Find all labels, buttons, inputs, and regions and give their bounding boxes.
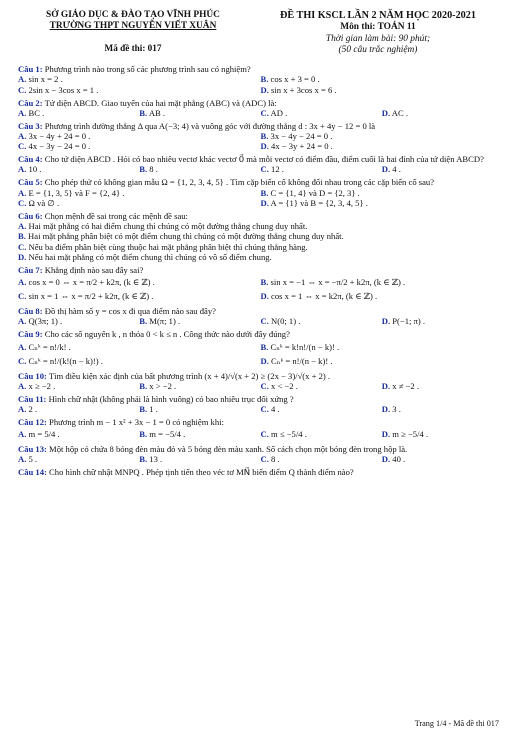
answer-options bbox=[18, 221, 503, 262]
option-letter: C. bbox=[260, 164, 269, 175]
answer-options bbox=[18, 108, 503, 118]
answer-option bbox=[382, 316, 503, 326]
question bbox=[18, 467, 503, 477]
answer-option bbox=[261, 108, 382, 118]
question-stem-line bbox=[18, 154, 503, 164]
option-letter: A. bbox=[18, 220, 27, 231]
question-stem-line bbox=[18, 211, 503, 221]
option-letter: B. bbox=[260, 277, 269, 288]
question bbox=[18, 394, 503, 415]
option-text: BC . bbox=[28, 107, 45, 118]
answer-options bbox=[18, 381, 503, 391]
option-text: 2sin x − 3cos x = 1 . bbox=[28, 84, 99, 95]
option-letter: B. bbox=[139, 164, 148, 175]
option-letter: A. bbox=[18, 130, 27, 141]
answer-option bbox=[261, 74, 504, 84]
option-text: Cₙᵏ = n!/(n − k)! . bbox=[271, 355, 333, 366]
answer-option bbox=[18, 188, 261, 198]
option-letter: B. bbox=[139, 381, 148, 392]
question-number: Câu 12: bbox=[18, 416, 47, 427]
option-text: AB . bbox=[148, 107, 166, 118]
question bbox=[18, 265, 503, 304]
header-left bbox=[18, 10, 248, 56]
answer-option bbox=[18, 252, 503, 262]
question-stem: Chọn mệnh đề sai trong các mệnh đề sau: bbox=[44, 210, 188, 221]
question bbox=[18, 64, 503, 95]
answer-option bbox=[18, 198, 261, 208]
answer-option bbox=[18, 85, 261, 95]
answer-options bbox=[18, 188, 503, 209]
answer-option bbox=[261, 188, 504, 198]
question-stem-line bbox=[18, 121, 503, 131]
option-text: 4 . bbox=[392, 164, 401, 175]
option-letter: C. bbox=[18, 355, 27, 366]
option-text: Nếu ba điểm phân biệt cùng thuộc hai mặt phẳng phân biệt thì chúng thẳng hàng. bbox=[28, 241, 308, 252]
answer-option bbox=[139, 108, 260, 118]
answer-option bbox=[261, 289, 504, 303]
option-text: Cₙᵏ = k!n!/(n − k)! . bbox=[270, 341, 340, 352]
answer-options bbox=[18, 340, 503, 369]
option-letter: D. bbox=[381, 454, 391, 465]
option-letter: D. bbox=[381, 404, 391, 415]
option-text: C = {1, 4} và D = {2, 3} . bbox=[270, 187, 360, 198]
question-stem-line bbox=[18, 64, 503, 74]
option-letter: A. bbox=[18, 74, 27, 85]
option-text: 1 . bbox=[149, 404, 158, 415]
question bbox=[18, 417, 503, 442]
option-text: N(0; 1) . bbox=[271, 316, 301, 327]
question bbox=[18, 306, 503, 327]
question-stem: Tứ diện ABCD. Giao tuyến của hai mặt phẳng (ABC) và (ADC) là: bbox=[44, 97, 277, 108]
question-stem: Hình chữ nhật (không phải là hình vuông) có bao nhiêu trục đối xứng ? bbox=[48, 393, 294, 404]
option-text: A = {1} và B = {2, 3, 4, 5} . bbox=[270, 197, 368, 208]
question bbox=[18, 121, 503, 152]
answer-option bbox=[18, 141, 261, 151]
option-letter: A. bbox=[18, 381, 27, 392]
answer-option bbox=[18, 381, 139, 391]
option-text: Hai mặt phẳng phân biệt có một điểm chung thì chúng có một đường thẳng chung duy nhất. bbox=[28, 231, 344, 242]
option-letter: B. bbox=[260, 74, 269, 85]
option-text: 8 . bbox=[149, 164, 158, 175]
question-list bbox=[18, 64, 503, 477]
question-stem: Tìm điều kiện xác định của bất phương trình (x + 4)/√(x + 2) ≥ (2x − 3)/√(x + 2) . bbox=[48, 370, 331, 381]
option-text: P(−1; π) . bbox=[392, 316, 426, 327]
option-text: Cₙᵏ = n!/(k!(n − k)!) . bbox=[28, 355, 103, 366]
option-letter: A. bbox=[18, 187, 27, 198]
answer-option bbox=[139, 316, 260, 326]
option-letter: A. bbox=[18, 107, 27, 118]
answer-options bbox=[18, 427, 503, 441]
answer-options bbox=[18, 164, 503, 174]
option-letter: D. bbox=[381, 107, 391, 118]
option-letter: D. bbox=[381, 316, 391, 327]
option-text: m = −5/4 . bbox=[149, 429, 186, 440]
option-letter: B. bbox=[18, 231, 26, 242]
question-number: Câu 13: bbox=[18, 444, 47, 455]
question-stem-line bbox=[18, 329, 503, 339]
question-count: (50 câu trắc nghiệm) bbox=[338, 44, 418, 55]
answer-option bbox=[18, 454, 139, 464]
option-letter: B. bbox=[260, 130, 269, 141]
answer-option bbox=[261, 275, 504, 289]
answer-option bbox=[382, 454, 503, 464]
answer-option bbox=[18, 221, 503, 231]
answer-option bbox=[18, 354, 261, 368]
department-name: SỞ GIÁO DỤC & ĐÀO TẠO VĨNH PHÚC bbox=[46, 10, 220, 20]
option-text: Q(3π; 1) . bbox=[28, 316, 63, 327]
option-letter: D. bbox=[260, 355, 269, 366]
option-letter: C. bbox=[260, 316, 269, 327]
option-text: AC . bbox=[391, 107, 409, 118]
question-number: Câu 10: bbox=[18, 370, 47, 381]
option-text: 3x − 4y − 24 = 0 . bbox=[270, 130, 333, 141]
option-text: 8 . bbox=[271, 454, 280, 465]
option-text: sin x = −1 ⇔ x = −π/2 + k2π, (k ∈ ℤ) . bbox=[270, 277, 406, 288]
option-text: 3 . bbox=[392, 404, 401, 415]
option-letter: B. bbox=[139, 107, 148, 118]
option-text: AD . bbox=[270, 107, 288, 118]
question bbox=[18, 444, 503, 465]
question-stem-line bbox=[18, 444, 503, 454]
option-text: cos x = 0 ⇔ x = π/2 + k2π, (k ∈ ℤ) . bbox=[28, 277, 155, 288]
option-letter: C. bbox=[18, 197, 27, 208]
question-number: Câu 5: bbox=[18, 177, 43, 188]
answer-option bbox=[18, 74, 261, 84]
question bbox=[18, 329, 503, 368]
option-text: Cₙᵏ = n!/k! . bbox=[28, 341, 71, 352]
option-letter: C. bbox=[18, 84, 27, 95]
answer-option bbox=[261, 381, 382, 391]
option-text: 5 . bbox=[28, 454, 38, 465]
option-text: cos x + 3 = 0 . bbox=[270, 74, 320, 85]
answer-option bbox=[261, 85, 504, 95]
question-stem: Phương trình m − 1 x² + 3x − 1 = 0 có nghiệm khi: bbox=[49, 416, 224, 427]
option-text: Hai mặt phẳng có hai điểm chung thì chúng có một đường thẳng chung duy nhất. bbox=[28, 220, 308, 231]
option-text: m ≤ −5/4 . bbox=[271, 429, 307, 440]
question-stem: Phương trình nào trong số các phương trình sau có nghiệm? bbox=[44, 64, 251, 75]
option-letter: D. bbox=[260, 291, 269, 302]
question-number: Câu 7: bbox=[18, 264, 43, 275]
question-number: Câu 8: bbox=[18, 306, 43, 317]
option-text: sin x + 3cos x = 6 . bbox=[271, 84, 337, 95]
option-text: 13 . bbox=[149, 454, 163, 465]
option-letter: C. bbox=[260, 454, 269, 465]
answer-option bbox=[261, 164, 382, 174]
option-letter: A. bbox=[18, 429, 27, 440]
answer-option bbox=[382, 404, 503, 414]
question-stem-line bbox=[18, 306, 503, 316]
option-text: m ≥ −5/4 . bbox=[392, 429, 429, 440]
answer-option bbox=[139, 404, 260, 414]
option-letter: A. bbox=[18, 404, 27, 415]
school-name: TRƯỜNG THPT NGUYỄN VIẾT XUÂN bbox=[49, 21, 217, 32]
answer-option bbox=[139, 381, 260, 391]
question-number: Câu 9: bbox=[18, 329, 43, 340]
option-letter: B. bbox=[139, 429, 148, 440]
option-letter: D. bbox=[260, 141, 269, 152]
option-letter: A. bbox=[18, 341, 27, 352]
answer-option bbox=[18, 316, 139, 326]
question-stem-line bbox=[18, 98, 503, 108]
question-stem: Cho tứ diện ABCD . Hỏi có bao nhiêu vectơ khác vectơ 0⃗ mà mỗi vectơ có điểm đầu, điểm cuối là hai đỉnh của tứ diện ABCD? bbox=[44, 154, 484, 165]
answer-option bbox=[261, 354, 504, 368]
question bbox=[18, 177, 503, 208]
option-letter: D. bbox=[381, 164, 391, 175]
option-letter: A. bbox=[18, 316, 27, 327]
question-stem-line bbox=[18, 394, 503, 404]
question-number: Câu 2: bbox=[18, 97, 43, 108]
answer-option bbox=[18, 108, 139, 118]
option-text: M(π; 1) . bbox=[149, 316, 181, 327]
answer-options bbox=[18, 131, 503, 152]
option-letter: C. bbox=[260, 381, 269, 392]
question bbox=[18, 98, 503, 119]
option-text: 3x − 4y + 24 = 0 . bbox=[28, 130, 91, 141]
answer-option bbox=[261, 404, 382, 414]
answer-option bbox=[18, 289, 261, 303]
answer-option bbox=[261, 340, 504, 354]
answer-option bbox=[18, 231, 503, 241]
question bbox=[18, 211, 503, 263]
option-text: m = 5/4 . bbox=[28, 429, 60, 440]
option-letter: D. bbox=[381, 429, 391, 440]
answer-option bbox=[18, 242, 503, 252]
option-letter: C. bbox=[260, 429, 269, 440]
answer-options bbox=[18, 74, 503, 95]
option-text: E = {1, 3, 5} và F = {2, 4} . bbox=[28, 187, 125, 198]
option-letter: D. bbox=[381, 381, 391, 392]
option-text: Ω và ∅ . bbox=[28, 197, 60, 208]
answer-option bbox=[18, 427, 139, 441]
option-text: x ≥ −2 . bbox=[28, 381, 56, 392]
option-text: 10 . bbox=[28, 164, 42, 175]
answer-option bbox=[139, 427, 260, 441]
question-stem: Cho hình chữ nhật MNPQ . Phép tịnh tiến theo véc tơ MN⃗ biến điểm Q thành điểm nào? bbox=[49, 467, 354, 478]
answer-option bbox=[382, 164, 503, 174]
exam-header bbox=[18, 10, 503, 56]
option-text: 40 . bbox=[392, 454, 406, 465]
question-stem-line bbox=[18, 177, 503, 187]
question-number: Câu 11: bbox=[18, 393, 47, 404]
answer-option bbox=[261, 454, 382, 464]
option-text: sin x = 1 ⇔ x = π/2 + k2π, (k ∈ ℤ) . bbox=[28, 291, 154, 302]
answer-option bbox=[139, 164, 260, 174]
option-letter: D. bbox=[18, 251, 27, 262]
option-letter: C. bbox=[18, 241, 27, 252]
exam-subject: Môn thi: TOÁN 11 bbox=[340, 22, 416, 33]
answer-option bbox=[18, 131, 261, 141]
question-number: Câu 4: bbox=[18, 154, 43, 165]
question-number: Câu 14: bbox=[18, 467, 47, 478]
option-letter: C. bbox=[260, 107, 269, 118]
option-letter: C. bbox=[18, 291, 27, 302]
answer-option bbox=[261, 131, 504, 141]
option-text: 2 . bbox=[28, 404, 38, 415]
answer-option bbox=[18, 275, 261, 289]
question-stem-line bbox=[18, 417, 503, 427]
answer-option bbox=[382, 108, 503, 118]
answer-options bbox=[18, 316, 503, 326]
option-letter: A. bbox=[18, 277, 27, 288]
question-stem: Đồ thị hàm số y = cos x đi qua điểm nào sau đây? bbox=[44, 306, 216, 317]
answer-option bbox=[261, 141, 504, 151]
option-letter: B. bbox=[260, 341, 269, 352]
question-number: Câu 6: bbox=[18, 210, 43, 221]
answer-option bbox=[139, 454, 260, 464]
option-text: 4x − 3y − 24 = 0 . bbox=[28, 141, 91, 152]
question bbox=[18, 371, 503, 392]
answer-options bbox=[18, 454, 503, 464]
exam-duration: Thời gian làm bài: 90 phút; bbox=[325, 33, 431, 44]
option-text: sin x = 2 . bbox=[28, 74, 63, 85]
answer-option bbox=[261, 316, 382, 326]
exam-title: ĐỀ THI KSCL LẦN 2 NĂM HỌC 2020-2021 bbox=[280, 10, 476, 21]
option-text: 12 . bbox=[271, 164, 284, 175]
option-letter: B. bbox=[139, 454, 148, 465]
option-text: 4 . bbox=[271, 404, 280, 415]
answer-options bbox=[18, 275, 503, 304]
question-stem: Cho các số nguyên k , n thỏa 0 < k ≤ n . Công thức nào dưới đây đúng? bbox=[44, 329, 290, 340]
question-stem-line bbox=[18, 467, 503, 477]
answer-option bbox=[382, 381, 503, 391]
answer-option bbox=[261, 198, 504, 208]
question-stem-line bbox=[18, 265, 503, 275]
question-stem: Cho phép thử có không gian mẫu Ω = {1, 2, 3, 4, 5} . Tìm cặp biến cố không đối nhau trong các cặp biến cố sau? bbox=[44, 177, 435, 188]
option-text: x < −2 . bbox=[271, 381, 298, 392]
option-letter: A. bbox=[18, 454, 27, 465]
option-letter: A. bbox=[18, 164, 27, 175]
option-letter: C. bbox=[18, 141, 27, 152]
option-letter: B. bbox=[139, 316, 148, 327]
question-number: Câu 3: bbox=[18, 120, 43, 131]
question-stem: Phương trình đường thẳng Δ qua A(−3; 4) và vuông góc với đường thẳng d : 3x + 4y − 12 = 0 là bbox=[44, 120, 376, 131]
option-text: x ≠ −2 . bbox=[392, 381, 420, 392]
header-right bbox=[253, 10, 503, 56]
page-footer: Trang 1/4 - Mã đề thi 017 bbox=[414, 719, 499, 728]
answer-option bbox=[18, 164, 139, 174]
option-letter: C. bbox=[260, 404, 269, 415]
exam-code: Mã đề thi: 017 bbox=[104, 42, 162, 53]
option-letter: D. bbox=[260, 197, 269, 208]
option-letter: B. bbox=[139, 404, 148, 415]
option-text: 4x − 3y + 24 = 0 . bbox=[271, 141, 333, 152]
option-text: x > −2 . bbox=[149, 381, 177, 392]
answer-option bbox=[382, 427, 503, 441]
question-number: Câu 1: bbox=[18, 64, 43, 75]
answer-option bbox=[18, 404, 139, 414]
option-text: Nếu hai mặt phẳng có một điểm chung thì chúng có vô số điểm chung. bbox=[28, 251, 272, 262]
question-stem-line bbox=[18, 371, 503, 381]
answer-option bbox=[261, 427, 382, 441]
question-stem: Một hộp có chứa 8 bóng đèn màu đỏ và 5 bóng đèn màu xanh. Số cách chọn một bóng đèn trong hộp là. bbox=[49, 444, 408, 455]
option-letter: B. bbox=[260, 187, 269, 198]
question-stem: Khẳng định nào sau đây sai? bbox=[44, 264, 144, 275]
answer-options bbox=[18, 404, 503, 414]
option-text: cos x = 1 ⇔ x = k2π, (k ∈ ℤ) . bbox=[271, 291, 378, 302]
answer-option bbox=[18, 340, 261, 354]
question bbox=[18, 154, 503, 175]
option-letter: D. bbox=[260, 84, 269, 95]
